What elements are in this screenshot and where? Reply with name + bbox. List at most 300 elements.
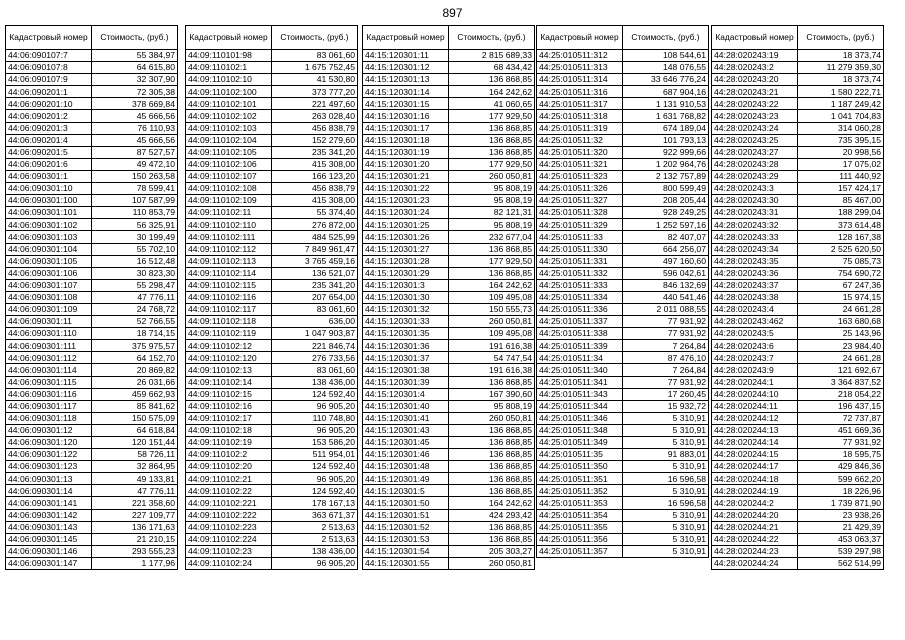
cadastral-number-cell: 44:28:020244:20 (712, 509, 798, 521)
cost-cell: 136 868,85 (449, 376, 535, 388)
cadastral-number-cell: 44:15:120301:41 (363, 412, 449, 424)
cost-cell: 110 748,80 (272, 412, 358, 424)
cadastral-number-cell: 44:15:120301:22 (363, 183, 449, 195)
cadastral-number-cell: 44:25:010511:351 (537, 473, 623, 485)
header-cost: Стоимость, (руб.) (798, 26, 884, 50)
cost-cell: 2 513,63 (272, 533, 358, 545)
cadastral-number-cell: 44:06:090301:108 (6, 291, 92, 303)
cadastral-number-cell: 44:09:110102:119 (186, 328, 272, 340)
cost-cell: 3 364 837,52 (798, 376, 884, 388)
cost-cell: 136 868,85 (449, 134, 535, 146)
table-row (6, 412, 178, 424)
table-row (186, 461, 358, 473)
cadastral-number-cell: 44:25:010511:317 (537, 98, 623, 110)
cost-cell: 96 905,20 (272, 424, 358, 436)
cost-cell: 20 869,82 (92, 364, 178, 376)
cost-cell: 83 061,60 (272, 364, 358, 376)
cost-cell: 124 592,40 (272, 388, 358, 400)
table-row (186, 303, 358, 315)
table-row (186, 352, 358, 364)
cost-cell: 1 187 249,42 (798, 98, 884, 110)
cadastral-number-cell: 44:06:090201:5 (6, 146, 92, 158)
cadastral-number-cell: 44:15:120301:55 (363, 557, 449, 569)
table-row (712, 134, 884, 146)
cadastral-number-cell: 44:28:020243:7 (712, 352, 798, 364)
table-row (712, 485, 884, 497)
cost-cell: 52 766,55 (92, 316, 178, 328)
cadastral-number-cell: 44:06:090301:109 (6, 303, 92, 315)
cadastral-number-cell: 44:09:110102:1 (186, 62, 272, 74)
cost-cell: 96 905,20 (272, 473, 358, 485)
cost-cell: 16 596,58 (623, 473, 709, 485)
cadastral-number-cell: 44:06:090301:102 (6, 219, 92, 231)
cadastral-number-cell: 44:06:090201:6 (6, 158, 92, 170)
table-row (537, 473, 709, 485)
cadastral-number-cell: 44:09:110102:104 (186, 134, 272, 146)
cadastral-number-cell: 44:09:110102:223 (186, 521, 272, 533)
cost-cell: 221 846,74 (272, 340, 358, 352)
table-row (537, 400, 709, 412)
cost-cell: 415 308,00 (272, 195, 358, 207)
cadastral-number-cell: 44:09:110102:106 (186, 158, 272, 170)
table-row (186, 509, 358, 521)
cadastral-number-cell: 44:15:120301:38 (363, 364, 449, 376)
table-row (712, 340, 884, 352)
table-row (537, 340, 709, 352)
table-row (6, 328, 178, 340)
cadastral-number-cell: 44:06:090301:112 (6, 352, 92, 364)
cost-cell: 23 938,26 (798, 509, 884, 521)
table-row (363, 158, 535, 170)
table-row (363, 497, 535, 509)
table-row (6, 557, 178, 569)
table-row (6, 545, 178, 557)
cadastral-number-cell: 44:28:020243:5 (712, 328, 798, 340)
table-row (6, 400, 178, 412)
cost-cell: 562 514,99 (798, 557, 884, 569)
cadastral-number-cell: 44:15:120301:29 (363, 267, 449, 279)
cadastral-number-cell: 44:15:120301:21 (363, 170, 449, 182)
cost-cell: 1 041 704,83 (798, 110, 884, 122)
cost-cell: 1 631 768,82 (623, 110, 709, 122)
cadastral-number-cell: 44:25:010511:332 (537, 267, 623, 279)
cadastral-number-cell: 44:06:090301:10 (6, 183, 92, 195)
table-row (537, 74, 709, 86)
cost-cell: 23 984,40 (798, 340, 884, 352)
table-row (363, 219, 535, 231)
table-row (712, 170, 884, 182)
table-row (537, 533, 709, 545)
table-row (712, 388, 884, 400)
cost-cell: 1 675 752,45 (272, 62, 358, 74)
table-row (6, 207, 178, 219)
cadastral-number-cell: 44:06:090301:146 (6, 545, 92, 557)
cadastral-number-cell: 44:25:010511:355 (537, 521, 623, 533)
cadastral-number-cell: 44:25:010511:333 (537, 279, 623, 291)
cost-cell: 18 595,75 (798, 449, 884, 461)
cost-cell: 674 189,04 (623, 122, 709, 134)
table-row (186, 521, 358, 533)
cost-cell: 429 846,36 (798, 461, 884, 473)
cost-cell: 1 047 903,87 (272, 328, 358, 340)
table-row (363, 243, 535, 255)
table-row (6, 98, 178, 110)
table-row (6, 340, 178, 352)
cadastral-number-cell: 44:06:090301:115 (6, 376, 92, 388)
cost-cell: 121 692,67 (798, 364, 884, 376)
cadastral-number-cell: 44:28:020243:462 (712, 316, 798, 328)
table-row (537, 437, 709, 449)
table-row (186, 219, 358, 231)
cost-cell: 260 050,81 (449, 412, 535, 424)
table-row (6, 352, 178, 364)
cadastral-number-cell: 44:25:010511:318 (537, 110, 623, 122)
cadastral-number-cell: 44:25:010511:330 (537, 243, 623, 255)
table-row (186, 388, 358, 400)
cost-cell: 72 305,38 (92, 86, 178, 98)
header-cadastral-number: Кадастровый номер (6, 26, 92, 50)
cadastral-number-cell: 44:28:020243:2 (712, 62, 798, 74)
cadastral-number-cell: 44:09:110102:101 (186, 98, 272, 110)
table-row (363, 557, 535, 569)
cost-cell: 24 768,72 (92, 303, 178, 315)
cadastral-number-cell: 44:28:020244:12 (712, 412, 798, 424)
cadastral-number-cell: 44:25:010511:328 (537, 207, 623, 219)
cost-cell: 47 776,11 (92, 485, 178, 497)
table-row (537, 497, 709, 509)
cadastral-number-cell: 44:25:010511:32 (537, 134, 623, 146)
cost-cell: 18 714,15 (92, 328, 178, 340)
cost-cell: 136 868,85 (449, 243, 535, 255)
cost-cell: 95 808,19 (449, 400, 535, 412)
cost-cell: 95 808,19 (449, 219, 535, 231)
cost-cell: 25 143,96 (798, 328, 884, 340)
cost-cell: 18 373,74 (798, 74, 884, 86)
cadastral-number-cell: 44:15:120301:23 (363, 195, 449, 207)
cadastral-number-cell: 44:28:020244:19 (712, 485, 798, 497)
table-row (537, 316, 709, 328)
table-row (363, 352, 535, 364)
table-row (186, 243, 358, 255)
cost-cell: 107 587,99 (92, 195, 178, 207)
cost-cell: 49 133,81 (92, 473, 178, 485)
table-row (712, 521, 884, 533)
table-row (186, 316, 358, 328)
cost-cell: 928 249,25 (623, 207, 709, 219)
cost-cell: 136 868,85 (449, 74, 535, 86)
cadastral-number-cell: 44:09:110102:113 (186, 255, 272, 267)
cost-cell: 45 666,56 (92, 110, 178, 122)
table-row (186, 62, 358, 74)
cadastral-number-cell: 44:28:020243:28 (712, 158, 798, 170)
table-row (537, 255, 709, 267)
cadastral-number-cell: 44:25:010511:331 (537, 255, 623, 267)
table-row (363, 110, 535, 122)
cadastral-number-cell: 44:28:020243:34 (712, 243, 798, 255)
table-row (363, 376, 535, 388)
cadastral-number-cell: 44:25:010511:352 (537, 485, 623, 497)
table-row (712, 219, 884, 231)
table-row (363, 98, 535, 110)
table-row (363, 207, 535, 219)
cost-cell: 136 868,85 (449, 146, 535, 158)
table-row (6, 243, 178, 255)
cadastral-number-cell: 44:28:020243:24 (712, 122, 798, 134)
cadastral-table (536, 25, 709, 558)
cadastral-number-cell: 44:25:010511:353 (537, 497, 623, 509)
table-row (712, 291, 884, 303)
table-row (363, 473, 535, 485)
cadastral-table (362, 25, 535, 570)
header-cost: Стоимость, (руб.) (623, 26, 709, 50)
cadastral-number-cell: 44:25:010511:336 (537, 303, 623, 315)
cost-cell: 7 264,84 (623, 340, 709, 352)
cost-cell: 54 747,54 (449, 352, 535, 364)
cadastral-number-cell: 44:28:020243:3 (712, 183, 798, 195)
cadastral-number-cell: 44:15:120301:13 (363, 74, 449, 86)
table-row (537, 146, 709, 158)
cadastral-number-cell: 44:25:010511:343 (537, 388, 623, 400)
cost-cell: 56 325,91 (92, 219, 178, 231)
table-row (6, 437, 178, 449)
cost-cell: 1 177,96 (92, 557, 178, 569)
table-row (6, 533, 178, 545)
cadastral-number-cell: 44:09:110101:98 (186, 50, 272, 62)
cost-cell: 47 776,11 (92, 291, 178, 303)
cadastral-number-cell: 44:28:020243:31 (712, 207, 798, 219)
cadastral-number-cell: 44:09:110102:15 (186, 388, 272, 400)
table-row (6, 291, 178, 303)
cost-cell: 21 429,39 (798, 521, 884, 533)
table-row (712, 364, 884, 376)
table-row (363, 134, 535, 146)
cadastral-number-cell: 44:15:120301:30 (363, 291, 449, 303)
table-row (712, 461, 884, 473)
cadastral-number-cell: 44:15:120301:25 (363, 219, 449, 231)
cadastral-number-cell: 44:06:090107:9 (6, 74, 92, 86)
cadastral-number-cell: 44:28:020244:1 (712, 376, 798, 388)
cost-cell: 2 815 689,33 (449, 50, 535, 62)
cadastral-number-cell: 44:06:090201:3 (6, 122, 92, 134)
table-row (6, 170, 178, 182)
table-row (363, 146, 535, 158)
cadastral-number-cell: 44:06:090201:2 (6, 110, 92, 122)
cadastral-number-cell: 44:09:110102:14 (186, 376, 272, 388)
table-row (6, 183, 178, 195)
table-row (363, 328, 535, 340)
cost-cell: 191 616,38 (449, 340, 535, 352)
table-row (712, 352, 884, 364)
table-row (186, 400, 358, 412)
table-row (712, 62, 884, 74)
cadastral-number-cell: 44:28:020243:27 (712, 146, 798, 158)
cost-cell: 235 341,20 (272, 279, 358, 291)
cadastral-number-cell: 44:25:010511:348 (537, 424, 623, 436)
cost-cell: 754 690,72 (798, 267, 884, 279)
cadastral-number-cell: 44:25:010511:357 (537, 545, 623, 557)
table-row (712, 207, 884, 219)
table-row (712, 267, 884, 279)
cost-cell: 260 050,81 (449, 316, 535, 328)
cost-cell: 456 838,79 (272, 122, 358, 134)
table-row (6, 303, 178, 315)
table-row (6, 449, 178, 461)
table-row (712, 158, 884, 170)
table-row (363, 461, 535, 473)
cost-cell: 164 242,62 (449, 279, 535, 291)
table-row (712, 437, 884, 449)
cadastral-number-cell: 44:15:120301:4 (363, 388, 449, 400)
cost-cell: 664 256,07 (623, 243, 709, 255)
table-row (186, 545, 358, 557)
cadastral-number-cell: 44:06:090107:7 (6, 50, 92, 62)
cadastral-number-cell: 44:28:020244:13 (712, 424, 798, 436)
cost-cell: 735 395,15 (798, 134, 884, 146)
cost-cell: 7 849 961,47 (272, 243, 358, 255)
cost-cell: 18 226,96 (798, 485, 884, 497)
table-row (363, 86, 535, 98)
cost-cell: 5 310,91 (623, 485, 709, 497)
table-row (363, 340, 535, 352)
table-row (712, 497, 884, 509)
cost-cell: 96 905,20 (272, 557, 358, 569)
cost-cell: 136 868,85 (449, 533, 535, 545)
cadastral-number-cell: 44:25:010511:349 (537, 437, 623, 449)
cadastral-number-cell: 44:25:010511:327 (537, 195, 623, 207)
cost-cell: 227 109,77 (92, 509, 178, 521)
table-row (712, 412, 884, 424)
cost-cell: 218 054,22 (798, 388, 884, 400)
table-row (186, 158, 358, 170)
cost-cell: 67 247,36 (798, 279, 884, 291)
cadastral-number-cell: 44:15:120301:49 (363, 473, 449, 485)
cost-cell: 138 436,00 (272, 376, 358, 388)
cadastral-number-cell: 44:15:120301:26 (363, 231, 449, 243)
cost-cell: 41 530,80 (272, 74, 358, 86)
cadastral-number-cell: 44:09:110102:103 (186, 122, 272, 134)
cadastral-number-cell: 44:28:020243:20 (712, 74, 798, 86)
cadastral-number-cell: 44:09:110102:11 (186, 207, 272, 219)
cadastral-number-cell: 44:28:020243:35 (712, 255, 798, 267)
cost-cell: 148 076,55 (623, 62, 709, 74)
cadastral-number-cell: 44:28:020244:24 (712, 557, 798, 569)
cost-cell: 18 373,74 (798, 50, 884, 62)
table-row (537, 424, 709, 436)
table-row (363, 364, 535, 376)
cadastral-number-cell: 44:06:090301:120 (6, 437, 92, 449)
cost-cell: 1 131 910,53 (623, 98, 709, 110)
cost-cell: 55 374,40 (272, 207, 358, 219)
cadastral-number-cell: 44:25:010511:350 (537, 461, 623, 473)
cadastral-number-cell: 44:25:010511:326 (537, 183, 623, 195)
cadastral-number-cell: 44:15:120301:53 (363, 533, 449, 545)
header-cost: Стоимость, (руб.) (449, 26, 535, 50)
table-row (712, 146, 884, 158)
table-row (363, 316, 535, 328)
table-row (712, 50, 884, 62)
cost-cell: 108 544,61 (623, 50, 709, 62)
table-row (6, 231, 178, 243)
cadastral-number-cell: 44:28:020243:21 (712, 86, 798, 98)
table-row (186, 412, 358, 424)
header-cost: Стоимость, (руб.) (272, 26, 358, 50)
cadastral-number-cell: 44:25:010511:33 (537, 231, 623, 243)
cadastral-number-cell: 44:28:020244:15 (712, 449, 798, 461)
cadastral-number-cell: 44:28:020244:18 (712, 473, 798, 485)
header-cadastral-number: Кадастровый номер (363, 26, 449, 50)
table-row (186, 424, 358, 436)
table-row (6, 497, 178, 509)
table-row (712, 473, 884, 485)
cadastral-number-cell: 44:28:020243:9 (712, 364, 798, 376)
table-row (537, 134, 709, 146)
table-row (712, 110, 884, 122)
cadastral-number-cell: 44:28:020244:14 (712, 437, 798, 449)
cost-cell: 922 999,66 (623, 146, 709, 158)
table-row (186, 473, 358, 485)
cost-cell: 378 669,84 (92, 98, 178, 110)
cost-cell: 415 308,00 (272, 158, 358, 170)
table-row (6, 316, 178, 328)
cost-cell: 83 061,60 (272, 50, 358, 62)
cadastral-number-cell: 44:15:120301:43 (363, 424, 449, 436)
table-row (712, 279, 884, 291)
header-cadastral-number: Кадастровый номер (186, 26, 272, 50)
table-row (6, 219, 178, 231)
cost-cell: 33 646 776,24 (623, 74, 709, 86)
cost-cell: 205 303,27 (449, 545, 535, 557)
cost-cell: 72 737,87 (798, 412, 884, 424)
table-row (186, 134, 358, 146)
cadastral-number-cell: 44:15:120301:52 (363, 521, 449, 533)
table-row (186, 74, 358, 86)
cadastral-number-cell: 44:06:090201:4 (6, 134, 92, 146)
cost-cell: 152 279,60 (272, 134, 358, 146)
cadastral-number-cell: 44:25:010511:334 (537, 291, 623, 303)
header-cost: Стоимость, (руб.) (92, 26, 178, 50)
cadastral-number-cell: 44:28:020244:21 (712, 521, 798, 533)
cost-cell: 32 864,95 (92, 461, 178, 473)
table-row (186, 449, 358, 461)
cadastral-number-cell: 44:09:110102:100 (186, 86, 272, 98)
table-row (712, 183, 884, 195)
table-row (712, 424, 884, 436)
cost-cell: 45 666,56 (92, 134, 178, 146)
cost-cell: 276 872,00 (272, 219, 358, 231)
table-row (537, 122, 709, 134)
cadastral-number-cell: 44:15:120301:46 (363, 449, 449, 461)
cadastral-number-cell: 44:15:120301:11 (363, 50, 449, 62)
cadastral-number-cell: 44:09:110102:16 (186, 400, 272, 412)
cadastral-number-cell: 44:25:010511:344 (537, 400, 623, 412)
table-row (537, 158, 709, 170)
cadastral-number-cell: 44:09:110102:10 (186, 74, 272, 86)
cadastral-number-cell: 44:28:020243:22 (712, 98, 798, 110)
table-row (186, 98, 358, 110)
cadastral-number-cell: 44:06:090301:14 (6, 485, 92, 497)
table-row (186, 50, 358, 62)
cost-cell: 440 541,46 (623, 291, 709, 303)
cadastral-number-cell: 44:25:010511:314 (537, 74, 623, 86)
cadastral-number-cell: 44:09:110102:102 (186, 110, 272, 122)
table-row (6, 146, 178, 158)
cadastral-number-cell: 44:09:110102:2 (186, 449, 272, 461)
cadastral-number-cell: 44:15:120301:37 (363, 352, 449, 364)
table-row (6, 158, 178, 170)
cost-cell: 64 152,70 (92, 352, 178, 364)
cost-cell: 177 929,50 (449, 110, 535, 122)
cost-cell: 276 733,56 (272, 352, 358, 364)
